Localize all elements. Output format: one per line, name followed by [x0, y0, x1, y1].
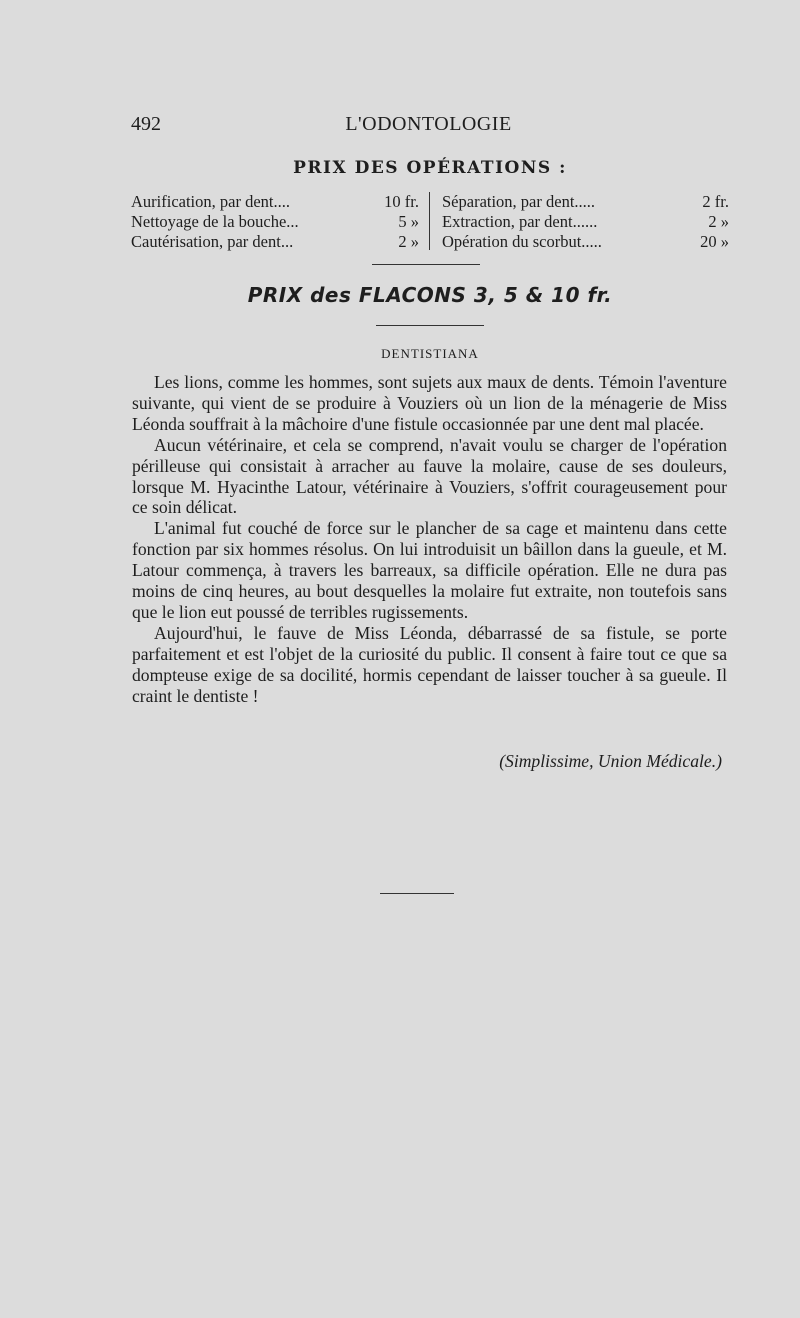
article-body: [132, 372, 727, 707]
running-title: L'ODONTOLOGIE: [345, 113, 512, 135]
article-paragraph: Aujourd'hui, le fauve de Miss Léonda, débarrassé de sa fistule, se porte parfaitement et est l'objet de la curiosité du public. Il consent à faire tout ce que sa dompteuse exige de sa docilité, hormis cependant de laisser toucher à sa gueule. Il craint le dentiste !: [132, 622, 727, 706]
price-column-right: [429, 192, 729, 250]
article-heading: DENTISTIANA: [381, 346, 479, 361]
price-row: [131, 232, 419, 252]
price-amount: 2 »: [398, 232, 419, 251]
price-amount: 20 »: [700, 232, 729, 251]
price-label: Aurification, par dent....: [131, 192, 290, 211]
price-row: [442, 212, 729, 232]
page-number: 492: [131, 113, 161, 135]
price-label: Nettoyage de la bouche...: [131, 212, 299, 231]
article-source: (Simplissime, Union Médicale.): [499, 751, 722, 771]
price-label: Séparation, par dent.....: [442, 192, 596, 211]
price-label: Cautérisation, par dent...: [131, 232, 294, 251]
article-paragraph: Les lions, comme les hommes, sont sujets aux maux de dents. Témoin l'aventure suivante, qui vient de se produire à Vouziers où un lion de la ménagerie de Miss Léonda souffrait à la mâchoire d'une fistule occasionnée par une dent mal placée.: [132, 372, 727, 434]
price-amount: 2 »: [708, 212, 729, 231]
price-amount: 2 fr.: [702, 192, 729, 211]
price-amount: 5 »: [398, 212, 419, 231]
article-paragraph: Aucun vétérinaire, et cela se comprend, n'avait voulu se charger de l'opération périlleuse qui consistait à arracher au fauve la molaire, cause de ses douleurs, lorsque M. Hyacinthe Latour, vétérinaire à Vouziers, s'offrit courageusement pour ce soin délicat.: [132, 434, 727, 518]
price-amount: 10 fr.: [384, 192, 419, 211]
price-label: Extraction, par dent......: [442, 212, 598, 231]
price-section-title: PRIX DES OPÉRATIONS :: [293, 158, 567, 178]
divider-rule: [380, 893, 454, 894]
divider-rule: [372, 264, 480, 265]
divider-rule: [376, 325, 484, 326]
price-row: [131, 212, 419, 232]
price-row: [131, 192, 419, 212]
flacons-price-line: PRIX des FLACONS 3, 5 & 10 fr.: [247, 283, 613, 307]
price-row: [442, 192, 729, 212]
price-row: [442, 232, 729, 252]
price-label: Opération du scorbut.....: [442, 232, 602, 251]
article-paragraph: L'animal fut couché de force sur le plancher de sa cage et maintenu dans cette fonction par six hommes résolus. On lui introduisit un bâillon dans la gueule, et M. Latour commença, à travers les barreaux, sa difficile opération. Elle ne dura pas moins de cinq heures, au bout desquelles la molaire fut extraite, non toutefois sans que le lion eut poussé de terribles rugissements.: [132, 518, 727, 622]
price-column-left: [131, 192, 419, 252]
page-header: [131, 113, 726, 139]
